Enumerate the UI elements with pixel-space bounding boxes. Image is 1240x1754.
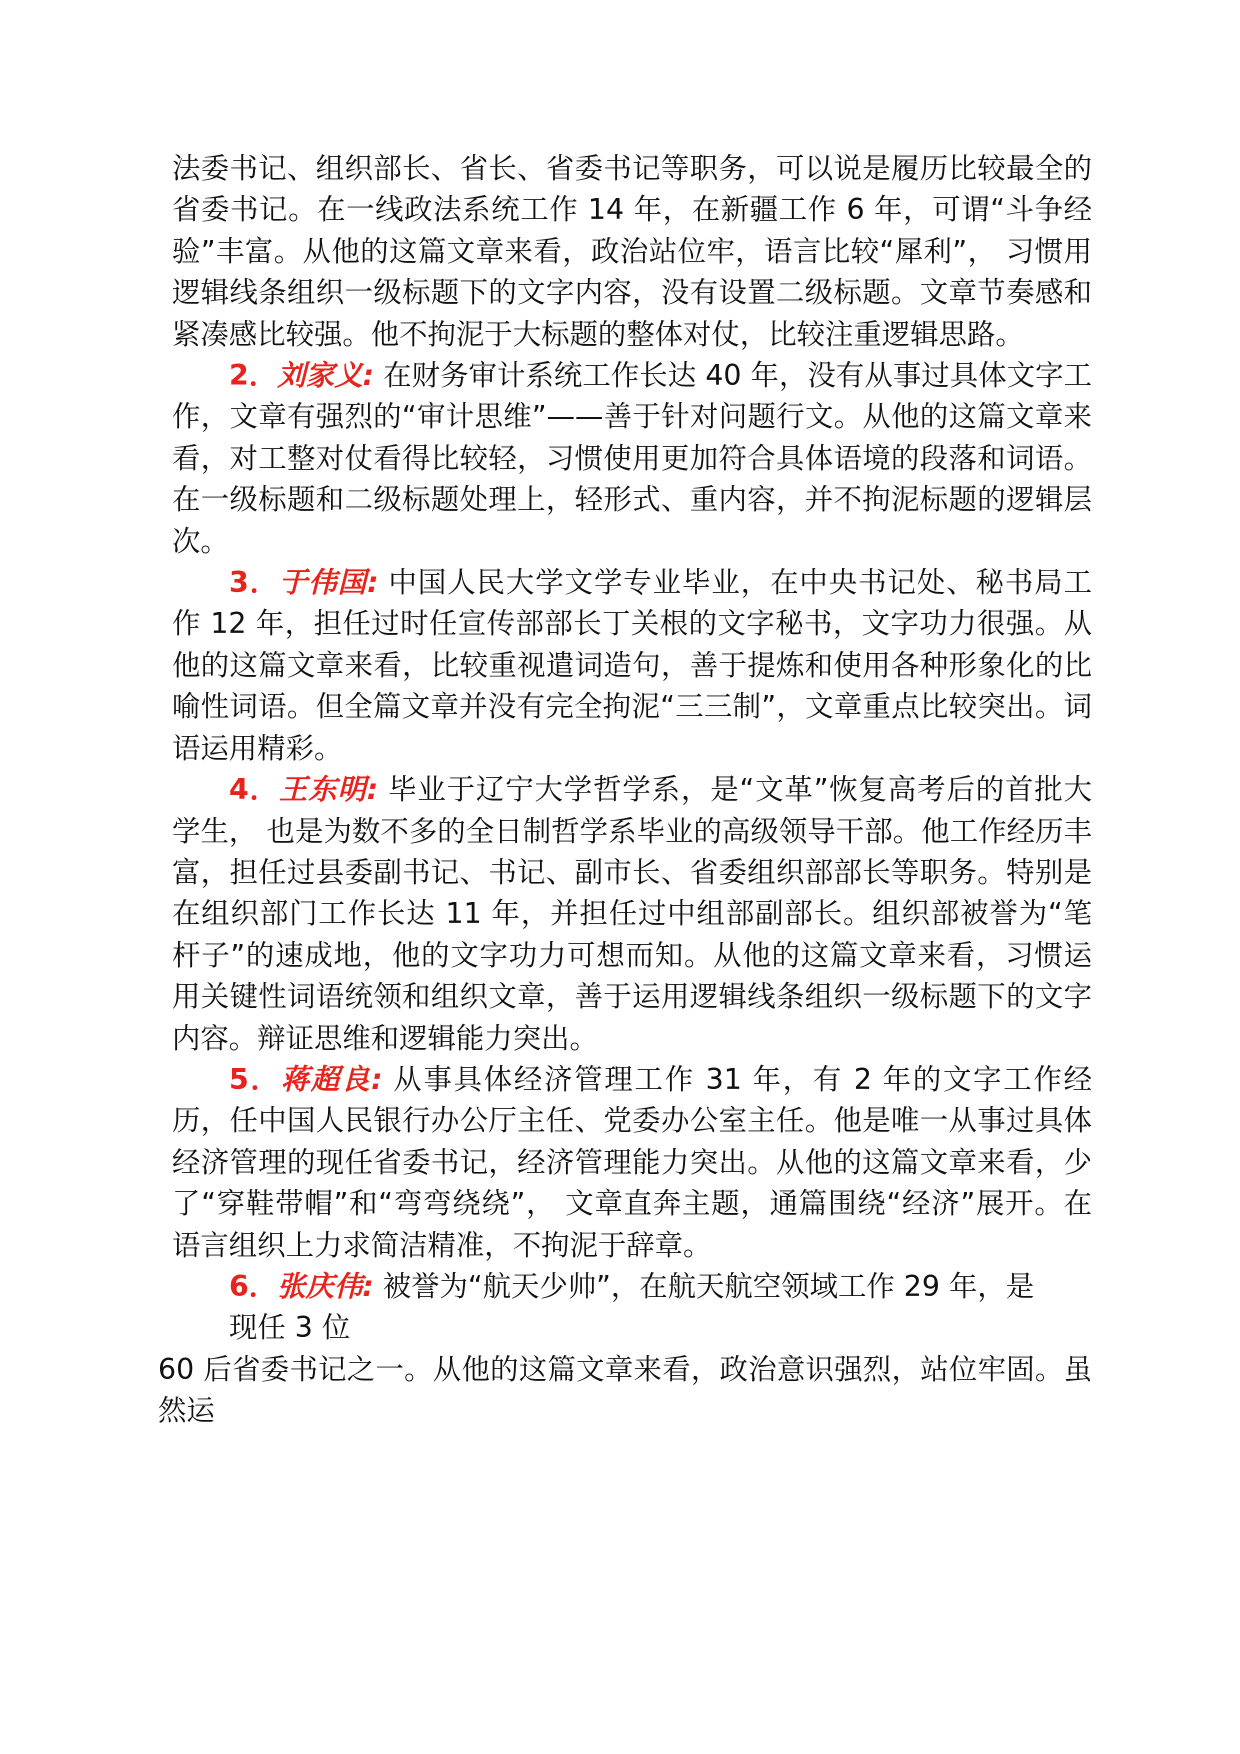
continuation-paragraph [158,1349,1092,1432]
list-item [172,1059,1092,1266]
continuation-text: 60 后省委书记之一。从他的这篇文章来看，政治意识强烈，站位牢固。虽然运 [158,1352,1092,1428]
item-name: 王东明: [278,773,379,807]
item-text: 被誉为“航天少帅”，在航天航空领域工作 29 年，是 [373,1269,1035,1303]
list-item [172,562,1092,769]
item-number: 5． [229,1062,281,1096]
item-number: 2． [229,359,278,393]
intro-paragraph: 法委书记、组织部长、省长、省委书记等职务，可以说是履历比较最全的省委书记。在一线政法系统工作 14 年，在新疆工作 6 年，可谓“斗争经验”丰富。从他的这篇文章来看，政治站位牢，语言比较“犀利”， 习惯用逻辑线条组织一级标题下的文字内容，没有设置二级标题。文章节奏感和紧凑感比较强。他不拘泥于大标题的整体对仗，比较注重逻辑思路。 [172,152,1092,351]
list-item [172,355,1092,562]
item-text: 从事具体经济管理工作 31 年，有 2 年的文字工作经历，任中国人民银行办公厅主任、党委办公室主任。他是唯一从事过具体经济管理的现任省委书记，经济管理能力突出。从他的这篇文章来看，少了“穿鞋带帽”和“弯弯绕绕”， 文章直奔主题，通篇围绕“经济”展开。在语言组织上力求简洁精准，不拘泥于辞章。 [172,1062,1093,1262]
continuation-indented-text: 现任 3 位 [229,1311,351,1345]
item-name: 于伟国: [279,566,379,600]
item-name: 刘家义: [277,359,375,393]
item-name: 蒋超良: [280,1062,383,1096]
item-text: 毕业于辽宁大学哲学系，是“文革”恢复高考后的首批大学生， 也是为数不多的全日制哲学系毕业的高级领导干部。他工作经历丰富，担任过县委副书记、书记、副市长、省委组织部部长等职务。特别是在组织部门工作长达 11 年，并担任过中组部副部长。组织部被誉为“笔杆子”的速成地，他的文字功力可想而知。从他的这篇文章来看，习惯运用关键性词语统领和组织文章，善于运用逻辑线条组织一级标题下的文字内容。辩证思维和逻辑能力突出。 [172,773,1092,1055]
item-number: 6． [229,1269,278,1303]
item-number: 3． [229,566,280,600]
list-item [172,769,1092,1059]
item-number: 4． [229,773,279,807]
list-item [172,1266,1092,1307]
continuation-line [172,1307,1092,1348]
item-text: 在财务审计系统工作长达 40 年，没有从事过具体文字工作，文章有强烈的“审计思维”——善于针对问题行文。从他的这篇文章来看，对工整对仗看得比较轻，习惯使用更加符合具体语境的段落和词语。在一级标题和二级标题处理上，轻形式、重内容，并不拘泥标题的逻辑层次。 [172,359,1093,558]
document-body [158,148,1093,1432]
item-name: 张庆伟: [277,1269,374,1303]
item-text: 中国人民大学文学专业毕业，在中央书记处、秘书局工作 12 年，担任过时任宣传部部长丁关根的文字秘书，文字功力很强。从他的这篇文章来看，比较重视遣词造句，善于提炼和使用各种形象化的比喻性词语。但全篇文章并没有完全拘泥“三三制”，文章重点比较突出。词语运用精彩。 [172,566,1092,765]
